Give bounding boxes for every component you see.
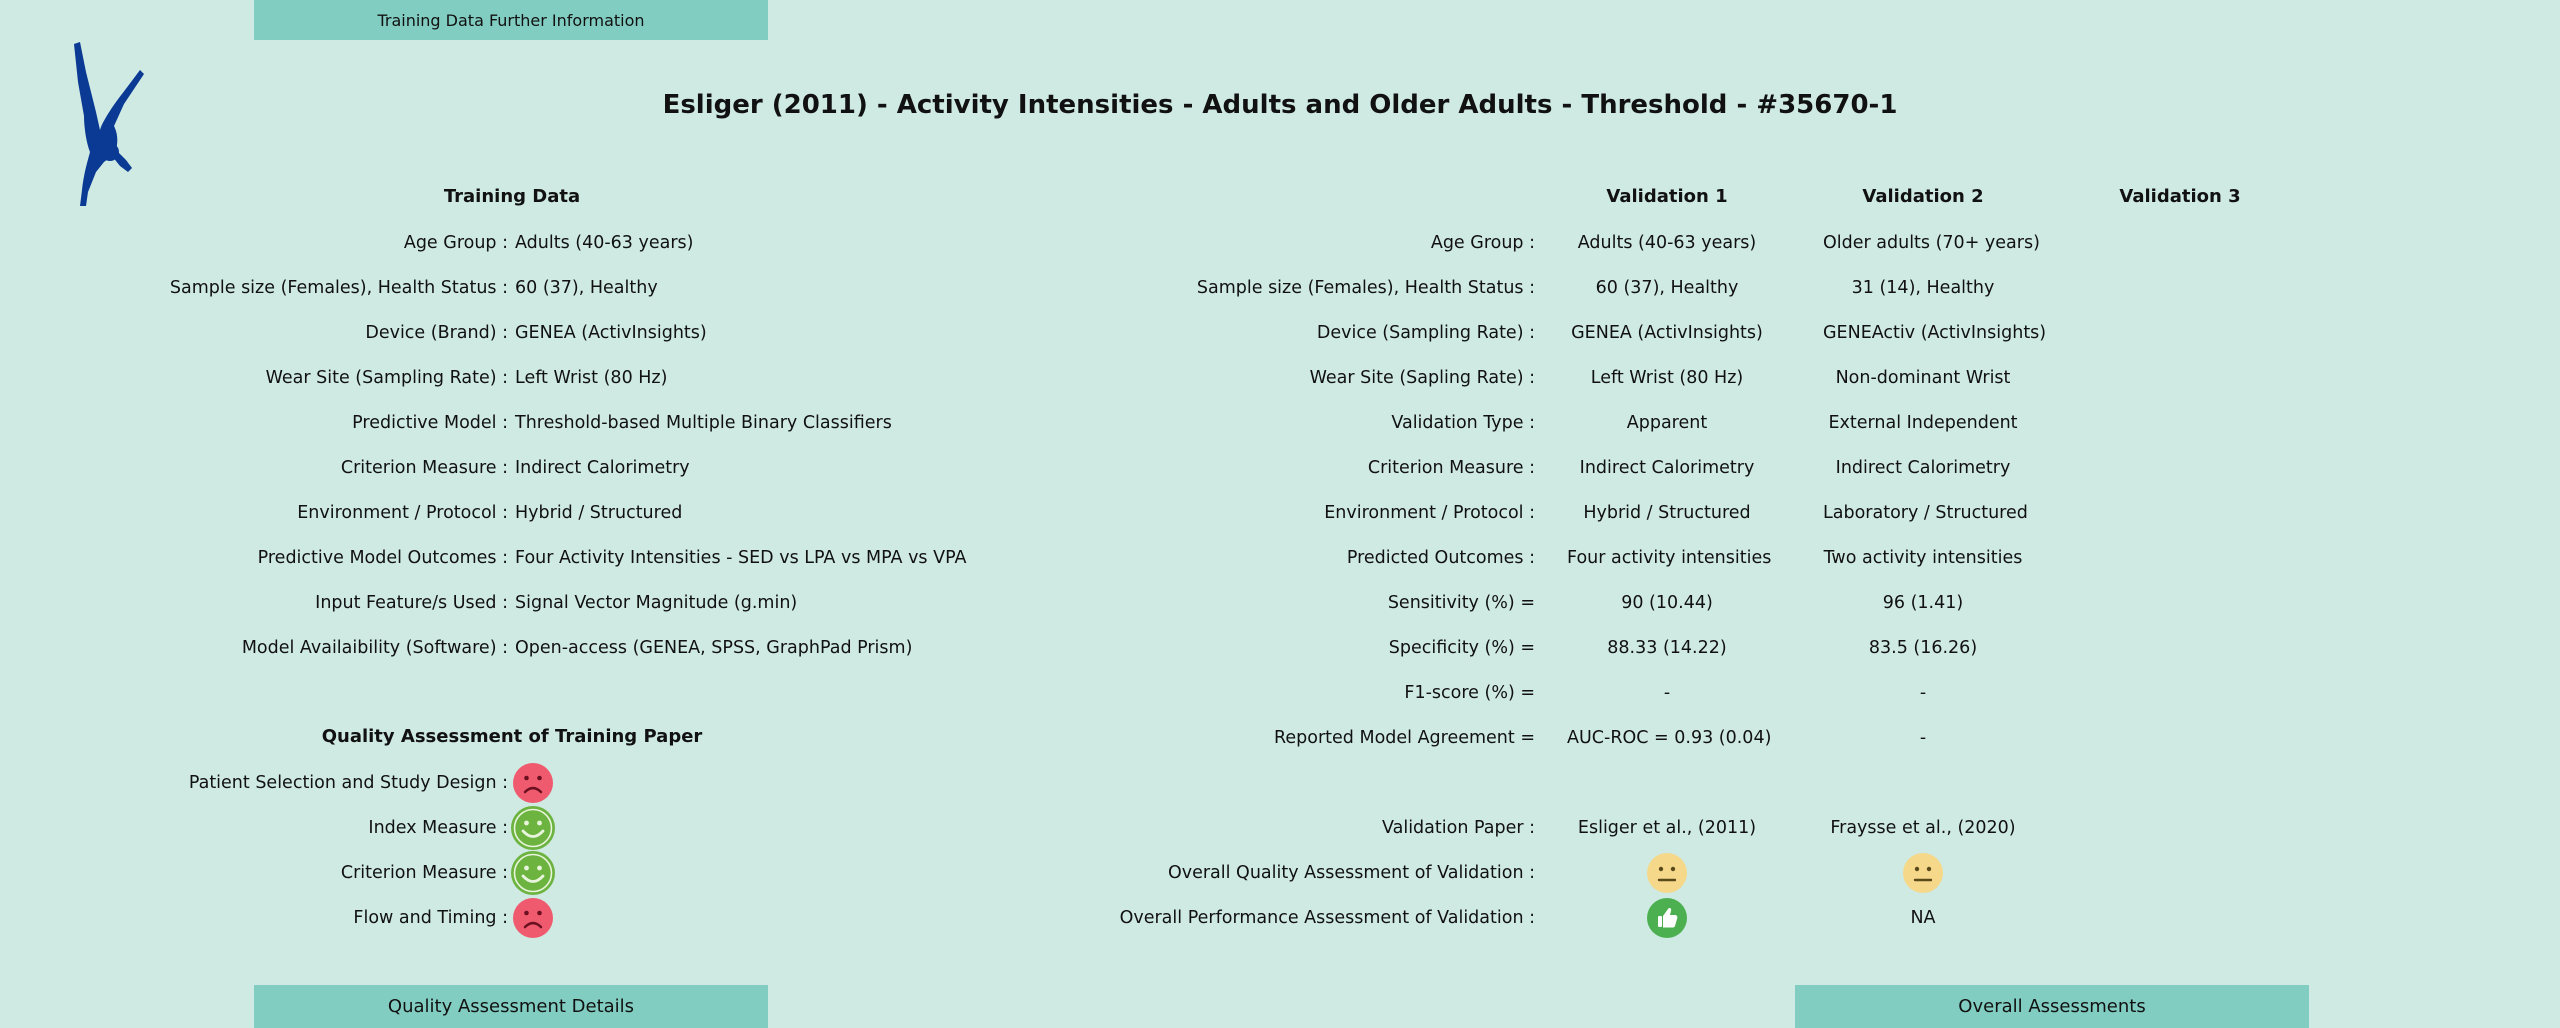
- validation-1-environment: Hybrid / Structured: [1583, 503, 1751, 523]
- validation-2-criterion: Indirect Calorimetry: [1835, 458, 2011, 478]
- validation-1-criterion: Indirect Calorimetry: [1579, 458, 1755, 478]
- quality-label-index-measure: Index Measure :: [368, 818, 508, 838]
- validation-2-performance: NA: [1910, 908, 1936, 928]
- training-value-wear-site: Left Wrist (80 Hz): [515, 368, 668, 388]
- validation-label-f1-score: F1-score (%) =: [1404, 683, 1535, 703]
- training-label-environment: Environment / Protocol :: [297, 503, 508, 523]
- validation-1-device: GENEA (ActivInsights): [1571, 323, 1763, 343]
- overall-assessments-button[interactable]: Overall Assessments: [1795, 985, 2309, 1028]
- thumbs-up-icon: [1647, 898, 1687, 938]
- training-value-environment: Hybrid / Structured: [515, 503, 683, 523]
- validation-2-outcomes: Two activity intensities: [1823, 548, 2023, 568]
- validation-label-agreement: Reported Model Agreement =: [1274, 728, 1535, 748]
- quality-label-flow-timing: Flow and Timing :: [353, 908, 508, 928]
- validation-1-wear-site: Left Wrist (80 Hz): [1590, 368, 1744, 388]
- training-label-outcomes: Predictive Model Outcomes :: [257, 548, 508, 568]
- training-value-device: GENEA (ActivInsights): [515, 323, 707, 343]
- validation-2-header: Validation 2: [1862, 186, 1984, 207]
- validation-1-type: Apparent: [1626, 413, 1708, 433]
- validation-label-overall-quality: Overall Quality Assessment of Validation :: [1167, 863, 1535, 883]
- validation-label-environment: Environment / Protocol :: [1324, 503, 1535, 523]
- training-value-outcomes: Four Activity Intensities - SED vs LPA vs MPA vs VPA: [515, 548, 967, 568]
- training-value-availability: Open-access (GENEA, SPSS, GraphPad Prism): [515, 638, 913, 658]
- neutral-face-icon: [1647, 853, 1687, 893]
- validation-label-sample-size: Sample size (Females), Health Status :: [1196, 278, 1535, 298]
- validation-2-age-group: Older adults (70+ years): [1823, 233, 2040, 253]
- quality-assessment-header: Quality Assessment of Training Paper: [321, 726, 703, 747]
- validation-1-paper: Esliger et al., (2011): [1577, 818, 1757, 838]
- validation-label-sensitivity: Sensitivity (%) =: [1387, 593, 1535, 613]
- sad-face-icon: [513, 898, 553, 938]
- training-label-device: Device (Brand) :: [365, 323, 508, 343]
- validation-label-paper: Validation Paper :: [1382, 818, 1535, 838]
- neutral-face-icon: [1903, 853, 1943, 893]
- validation-label-type: Validation Type :: [1391, 413, 1535, 433]
- validation-2-paper: Fraysse et al., (2020): [1830, 818, 2016, 838]
- training-label-age-group: Age Group :: [403, 233, 508, 253]
- validation-1-outcomes: Four activity intensities: [1567, 548, 1772, 568]
- validation-label-device: Device (Sampling Rate) :: [1316, 323, 1535, 343]
- happy-face-icon: [511, 806, 555, 850]
- training-value-input-features: Signal Vector Magnitude (g.min): [515, 593, 798, 613]
- validation-2-sensitivity: 96 (1.41): [1882, 593, 1964, 613]
- handstand-figure-logo: [66, 42, 148, 208]
- training-label-input-features: Input Feature/s Used :: [315, 593, 508, 613]
- training-value-predictive-model: Threshold-based Multiple Binary Classifiers: [515, 413, 892, 433]
- training-data-further-info-button[interactable]: Training Data Further Information: [254, 0, 768, 40]
- training-label-sample-size: Sample size (Females), Health Status :: [169, 278, 508, 298]
- validation-1-age-group: Adults (40-63 years): [1577, 233, 1757, 253]
- validation-1-header: Validation 1: [1606, 186, 1728, 207]
- validation-2-wear-site: Non-dominant Wrist: [1835, 368, 2011, 388]
- validation-1-agreement: AUC-ROC = 0.93 (0.04): [1567, 728, 1772, 748]
- validation-label-wear-site: Wear Site (Sapling Rate) :: [1309, 368, 1535, 388]
- training-label-wear-site: Wear Site (Sampling Rate) :: [265, 368, 508, 388]
- validation-2-specificity: 83.5 (16.26): [1868, 638, 1978, 658]
- validation-2-environment: Laboratory / Structured: [1823, 503, 2028, 523]
- validation-label-outcomes: Predicted Outcomes :: [1346, 548, 1535, 568]
- validation-label-specificity: Specificity (%) =: [1388, 638, 1535, 658]
- quality-assessment-details-button[interactable]: Quality Assessment Details: [254, 985, 768, 1028]
- happy-face-icon: [511, 851, 555, 895]
- validation-label-age-group: Age Group :: [1430, 233, 1535, 253]
- training-data-header: Training Data: [443, 186, 581, 207]
- validation-label-criterion: Criterion Measure :: [1367, 458, 1535, 478]
- quality-label-criterion-measure: Criterion Measure :: [340, 863, 508, 883]
- validation-2-type: External Independent: [1828, 413, 2018, 433]
- validation-1-f1-score: -: [1663, 683, 1671, 703]
- quality-label-patient-selection: Patient Selection and Study Design :: [188, 773, 508, 793]
- validation-label-overall-performance: Overall Performance Assessment of Validation :: [1119, 908, 1535, 928]
- training-value-sample-size: 60 (37), Healthy: [515, 278, 658, 298]
- validation-1-sensitivity: 90 (10.44): [1621, 593, 1713, 613]
- validation-1-sample-size: 60 (37), Healthy: [1595, 278, 1739, 298]
- validation-1-specificity: 88.33 (14.22): [1607, 638, 1727, 658]
- validation-2-f1-score: -: [1919, 683, 1927, 703]
- validation-2-sample-size: 31 (14), Healthy: [1851, 278, 1995, 298]
- validation-2-device: GENEActiv (ActivInsights): [1823, 323, 2047, 343]
- training-label-availability: Model Availaibility (Software) :: [241, 638, 508, 658]
- training-value-criterion: Indirect Calorimetry: [515, 458, 690, 478]
- page-title: Esliger (2011) - Activity Intensities - Adults and Older Adults - Threshold - #35670-1: [662, 90, 1898, 120]
- training-label-predictive-model: Predictive Model :: [352, 413, 508, 433]
- validation-3-header: Validation 3: [2119, 186, 2241, 207]
- training-value-age-group: Adults (40-63 years): [515, 233, 694, 253]
- validation-2-agreement: -: [1919, 728, 1927, 748]
- sad-face-icon: [513, 763, 553, 803]
- training-label-criterion: Criterion Measure :: [340, 458, 508, 478]
